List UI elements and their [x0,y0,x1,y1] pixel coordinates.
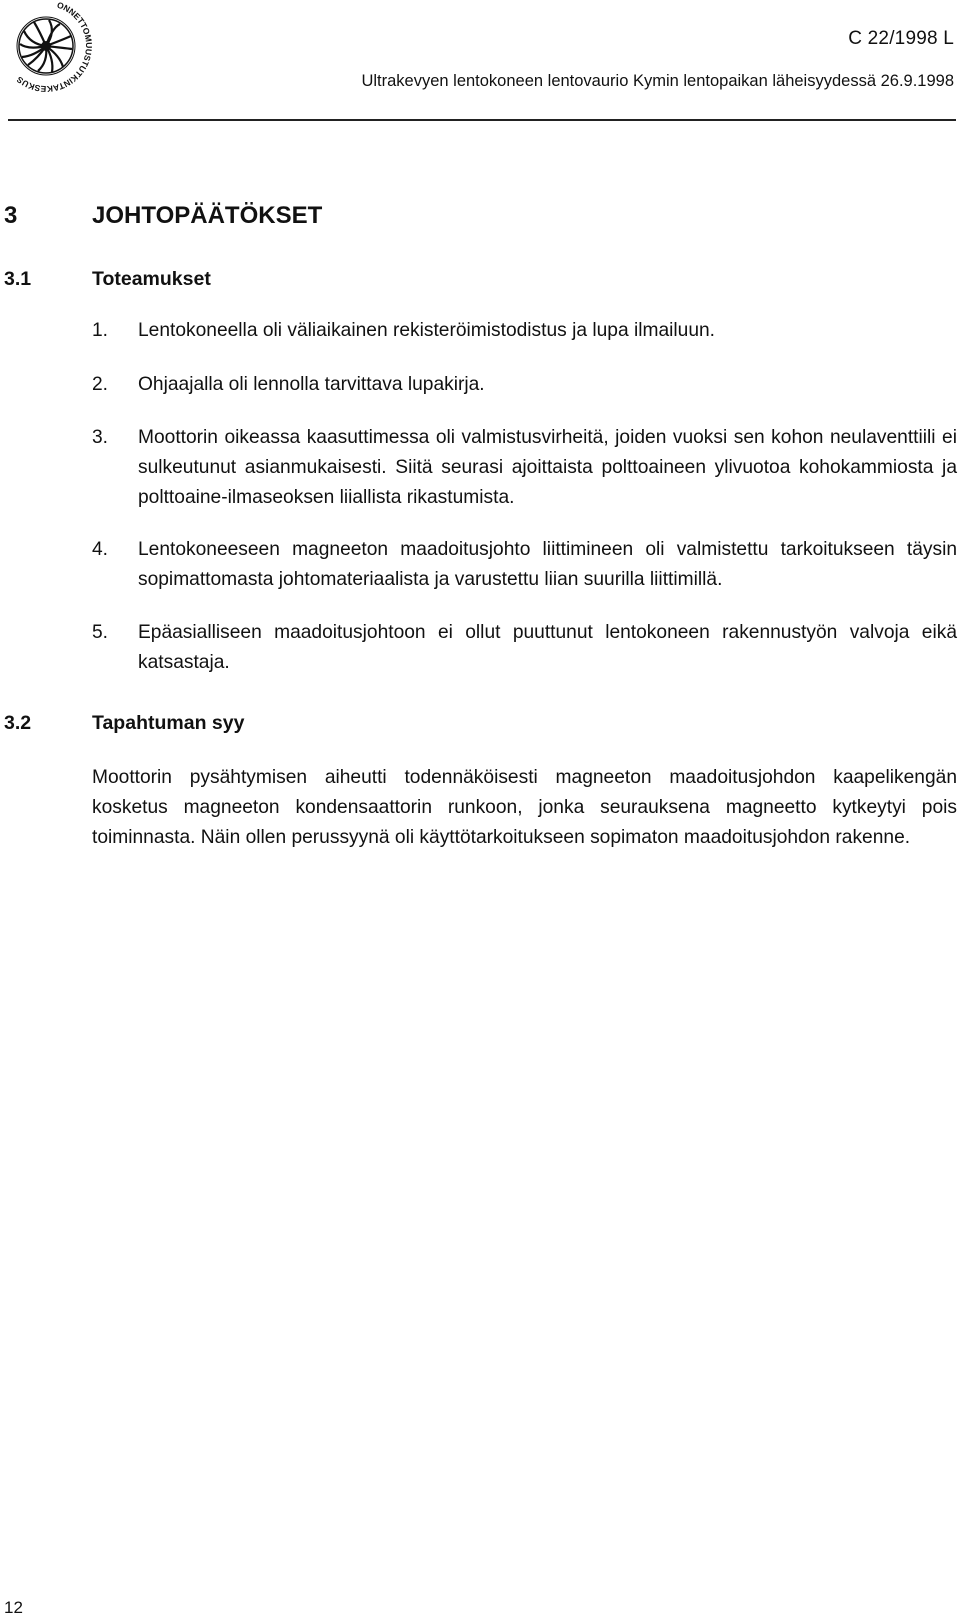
list-item-text: Lentokoneeseen magneeton maadoitusjohto liittimineen oli valmistettu tarkoitukseen täysin sopimattomasta johtomateriaalista ja varustettu liian suurilla liittimillä. [138,539,957,590]
list-item-number: 3. [92,427,109,448]
list-item-number: 5. [92,622,109,643]
subsection-heading-cause [4,712,244,735]
list-item-text: Lentokoneella oli väliaikainen rekisteröimistodistus ja lupa ilmailuun. [138,320,716,341]
page-number: 12 [4,1598,23,1617]
subsection-heading-findings [4,268,211,291]
header-divider [8,119,956,121]
list-item [92,370,957,400]
list-item-text: Moottorin oikeassa kaasuttimessa oli valmistusvirheitä, joiden vuoksi sen kohon neulaventtiili ei sulkeutunut asianmukaisesti. Siitä seurasi ajoittaista polttoaineen ylivuotoa kohokammiosta ja polttoaine-ilmaseoksen liiallista rikastumista. [138,427,957,508]
list-item [92,316,957,346]
list-item [92,535,957,595]
section-title: JOHTOPÄÄTÖKSET [92,202,323,229]
document-id: C 22/1998 L [848,28,954,49]
svg-text:ONNETTOMUUSTUTKINTAKESKUS: ONNETTOMUUSTUTKINTAKESKUS [14,0,95,95]
agency-logo [0,0,100,100]
list-item [92,618,957,678]
list-item-number: 2. [92,374,109,395]
list-item [92,423,957,513]
cause-paragraph: Moottorin pysähtymisen aiheutti todennäköisesti magneeton maadoitusjohdon kaapelikengän kosketus magneeton kondensaattorin runkoon, jonka seurauksena magneetto kytkeytyi pois toiminnasta. Näin ollen perussyynä oli käyttötarkoitukseen sopimaton maadoitusjohdon rakenne. [92,767,957,848]
subsection-number: 3.2 [4,712,32,734]
list-item-number: 1. [92,320,109,341]
section-number: 3 [4,202,18,229]
list-item-text: Epäasialliseen maadoitusjohtoon ei ollut puuttunut lentokoneen rakennustyön valvoja eikä katsastaja. [138,622,957,673]
list-item-number: 4. [92,539,109,560]
list-item-text: Ohjaajalla oli lennolla tarvittava lupakirja. [138,374,485,395]
subsection-title: Tapahtuman syy [92,712,245,734]
subsection-number: 3.1 [4,268,32,290]
section-heading [4,202,322,230]
subsection-title: Toteamukset [92,268,211,290]
document-subtitle: Ultrakevyen lentokoneen lentovaurio Kymin lentopaikan läheisyydessä 26.9.1998 [361,72,954,90]
